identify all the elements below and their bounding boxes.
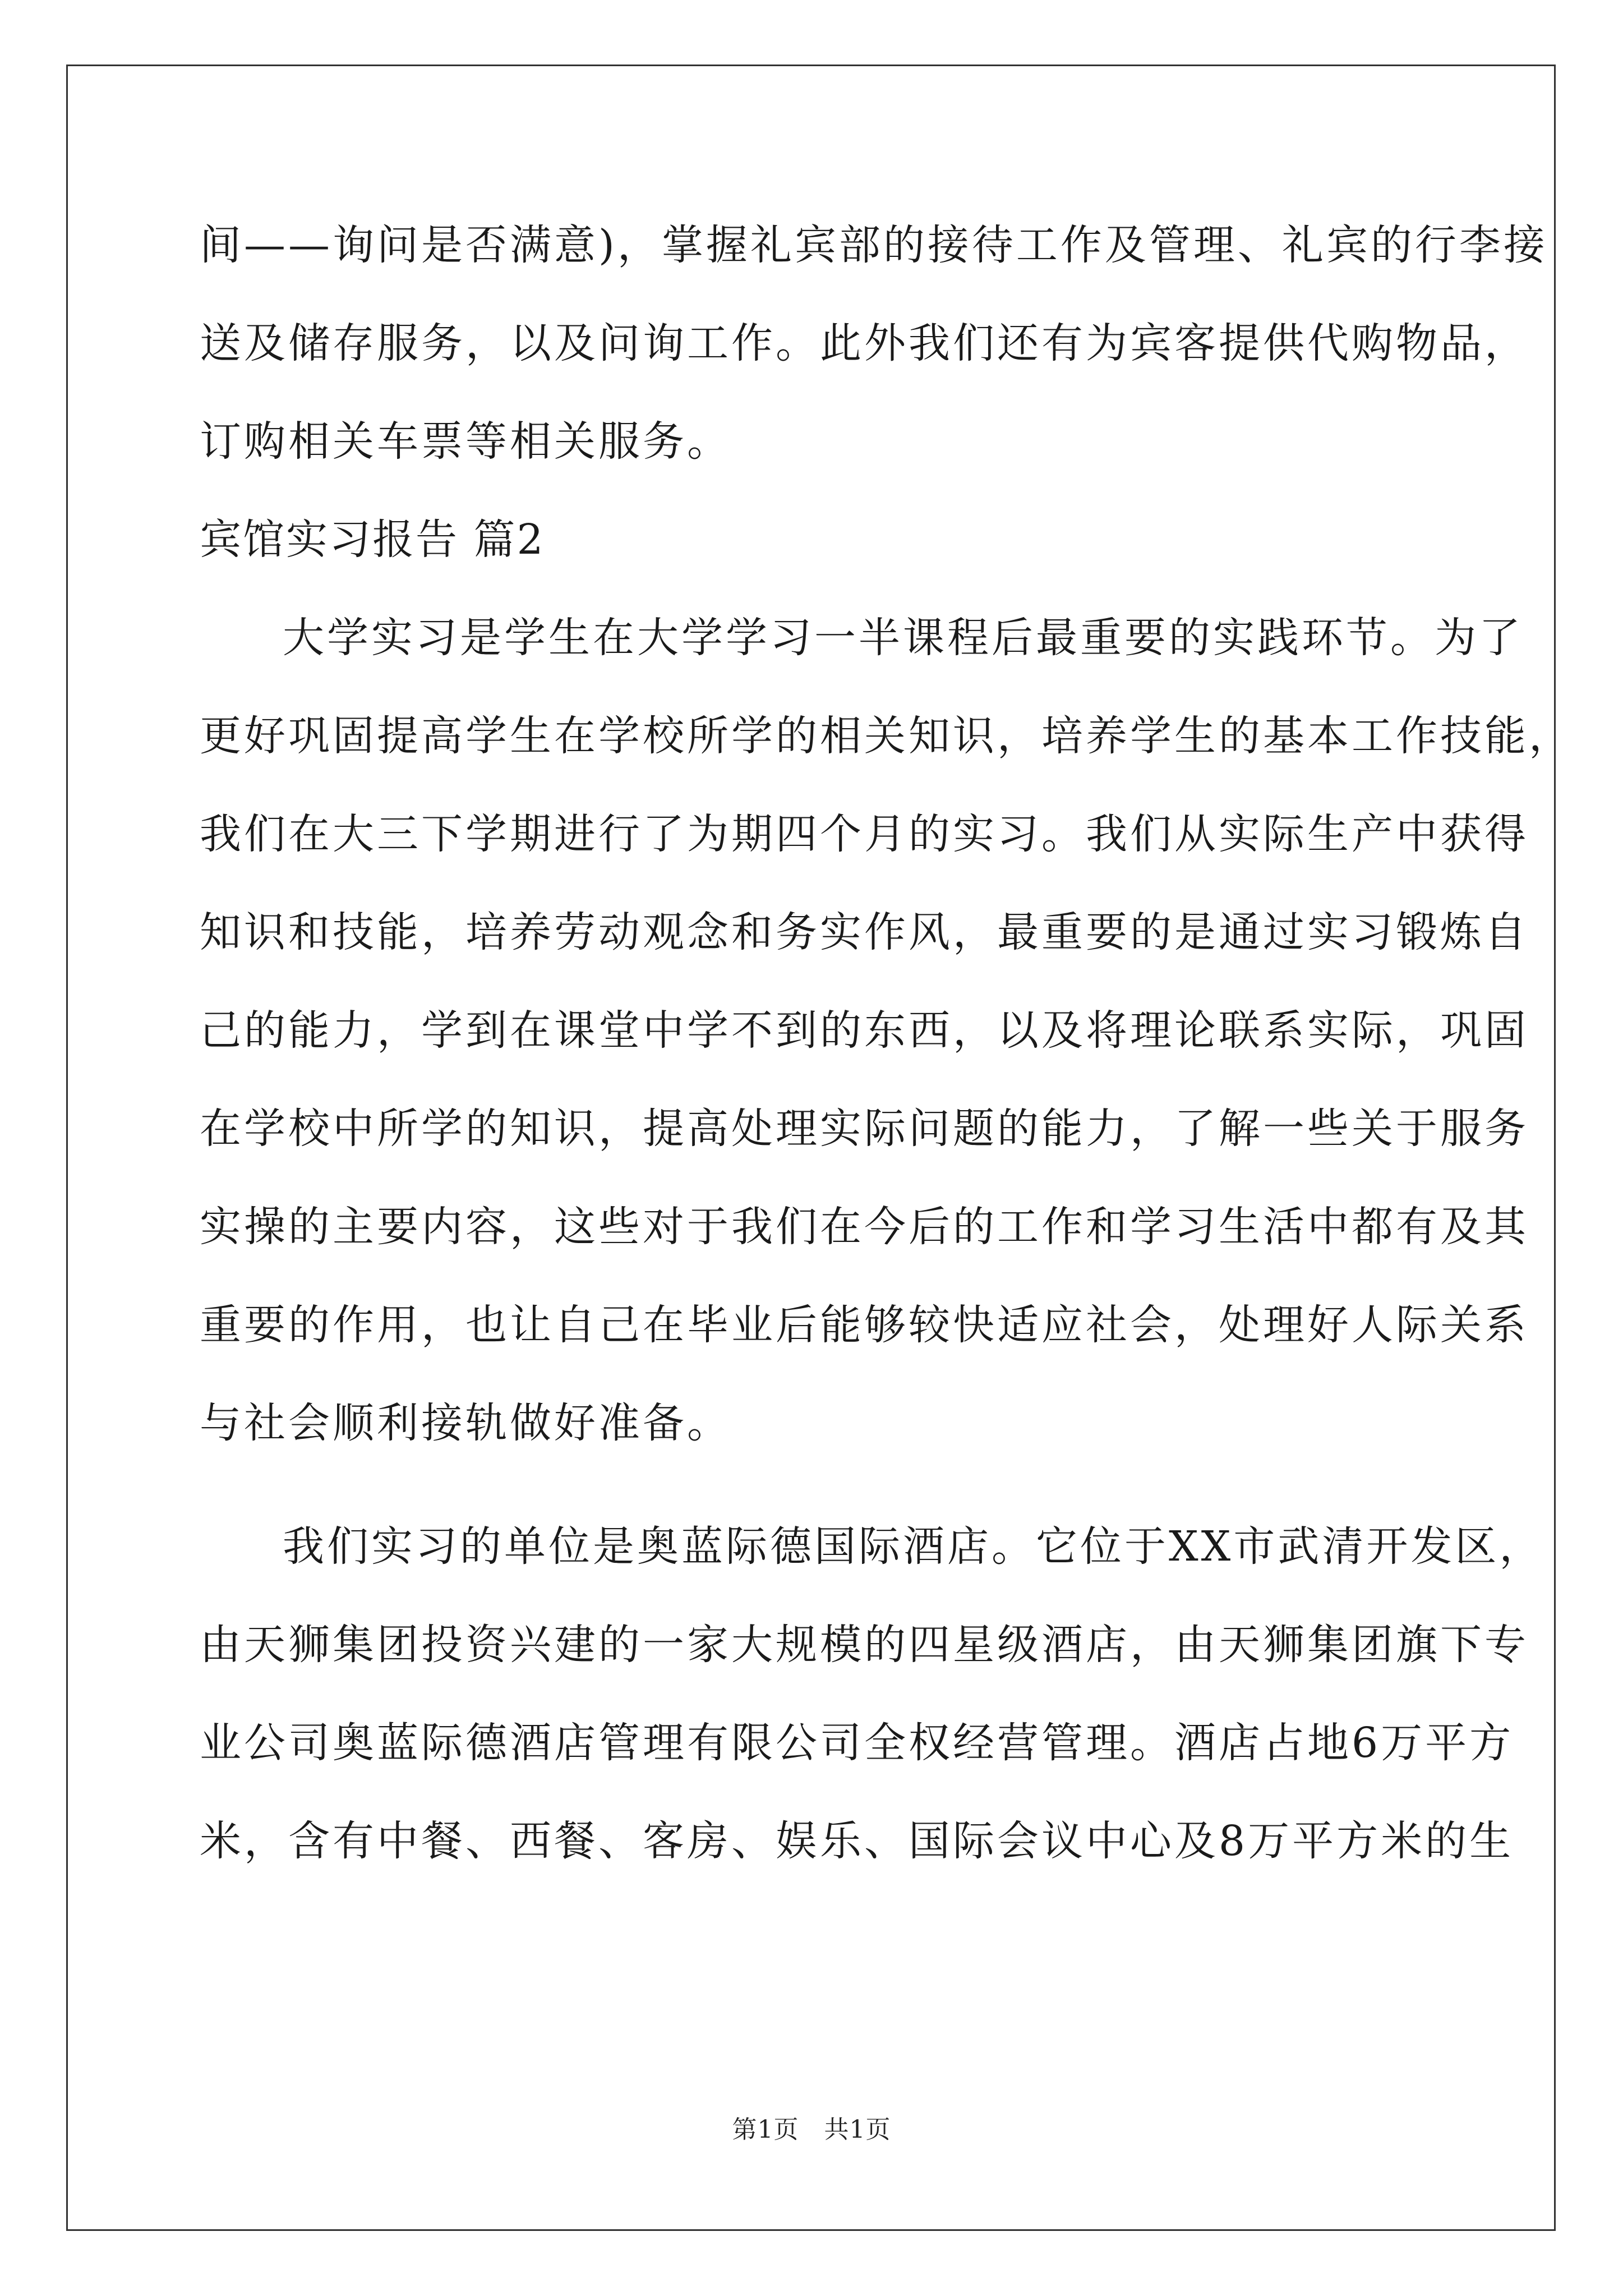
text-line: 送及储存服务，以及问询工作。此外我们还有为宾客提供代购物品， — [200, 319, 1529, 367]
text-line: 米，含有中餐、西餐、客房、娱乐、国际会议中心及8万平方米的生 — [200, 1817, 1514, 1865]
text-line: 在学校中所学的知识，提高处理实际问题的能力，了解一些关于服务 — [200, 1105, 1529, 1153]
text-line: 大学实习是学生在大学学习一半课程后最重要的实践环节。为了 — [283, 614, 1523, 662]
text-line: 订购相关车票等相关服务。 — [200, 417, 731, 466]
text-line: 更好巩固提高学生在学校所学的相关知识，培养学生的基本工作技能， — [200, 712, 1573, 760]
section-heading: 宾馆实习报告 篇2 — [200, 516, 545, 564]
text-line: 重要的作用，也让自己在毕业后能够较快适应社会，处理好人际关系 — [200, 1301, 1529, 1349]
text-line: 实操的主要内容，这些对于我们在今后的工作和学习生活中都有及其 — [200, 1203, 1529, 1251]
page-footer: 第1页 共1页 — [732, 2115, 891, 2144]
text-line: 我们实习的单位是奥蓝际德国际酒店。它位于XX市武清开发区， — [283, 1522, 1544, 1571]
paragraph-1 — [200, 196, 1548, 491]
paragraph-2 — [200, 589, 1573, 1473]
text-line: 与社会顺利接轨做好准备。 — [200, 1399, 731, 1447]
text-line: 知识和技能，培养劳动观念和务实作风，最重要的是通过实习锻炼自 — [200, 908, 1529, 956]
document-body — [200, 196, 1573, 1890]
text-line: 己的能力，学到在课堂中学不到的东西，以及将理论联系实际，巩固 — [200, 1006, 1529, 1055]
text-line: 我们在大三下学期进行了为期四个月的实习。我们从实际生产中获得 — [200, 810, 1529, 858]
text-line: 由天狮集团投资兴建的一家大规模的四星级酒店，由天狮集团旗下专 — [200, 1621, 1529, 1669]
paragraph-3 — [200, 1498, 1544, 1890]
text-line: 间——询问是否满意)，掌握礼宾部的接待工作及管理、礼宾的行李接 — [200, 221, 1548, 269]
paragraph-spacer — [200, 1473, 1439, 1498]
text-line: 业公司奥蓝际德酒店管理有限公司全权经营管理。酒店占地6万平方 — [200, 1719, 1514, 1767]
